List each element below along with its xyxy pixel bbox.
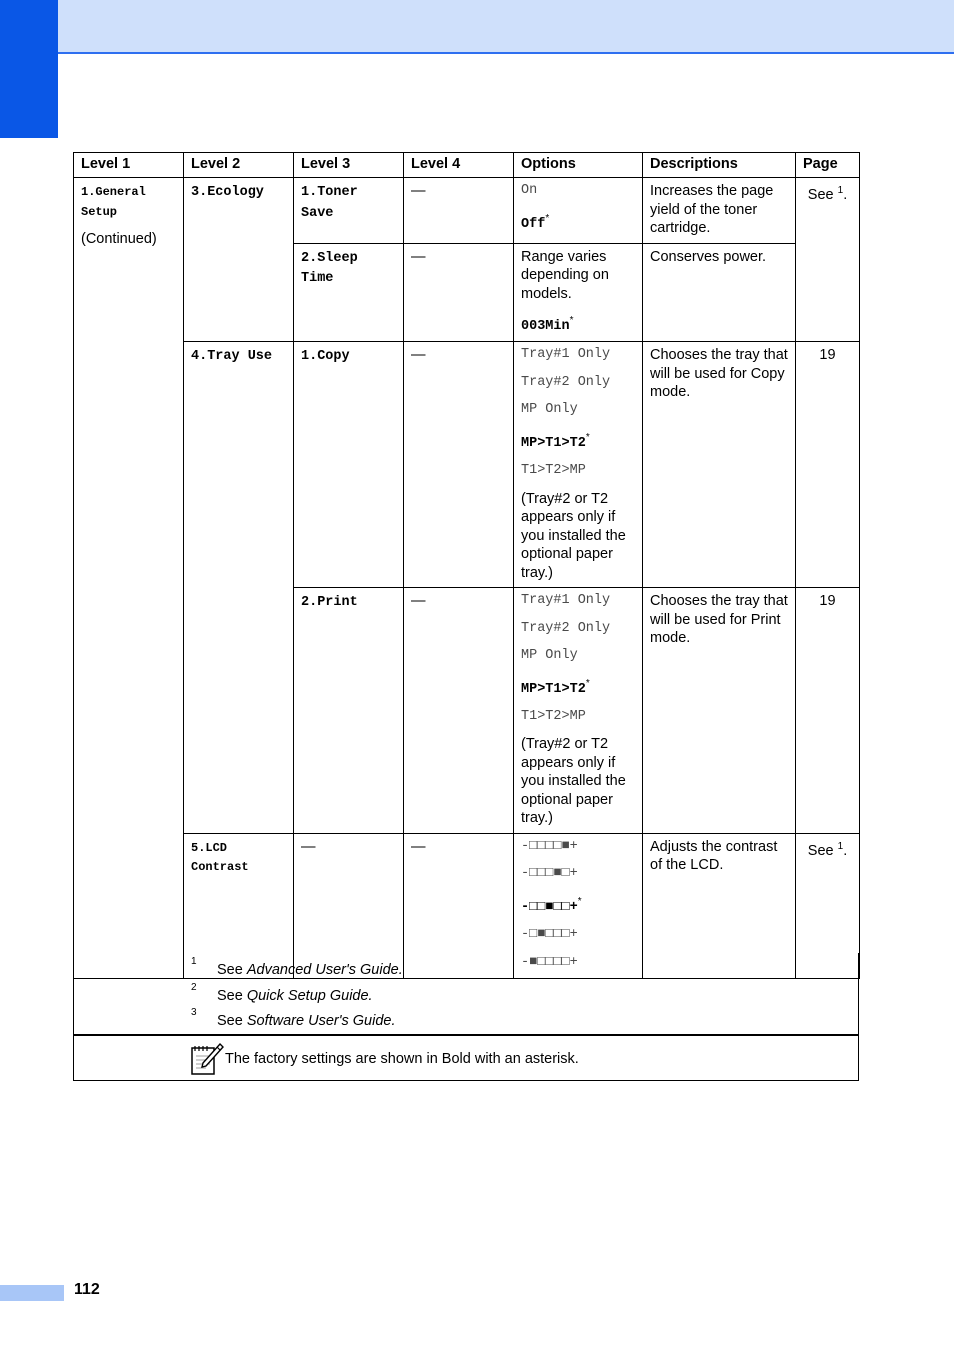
note-text: The factory settings are shown in Bold with an asterisk.	[225, 1051, 579, 1067]
page-toner-save: See $^1$.	[796, 178, 860, 342]
page-print: 19	[796, 588, 860, 834]
options-copy	[514, 342, 643, 588]
level4-lcd-contrast: —	[404, 833, 514, 978]
header-options: Options	[514, 153, 643, 178]
page-number: 112	[74, 1281, 100, 1298]
header-band	[58, 0, 954, 54]
footnote-ref[interactable]: 1	[837, 185, 844, 196]
level2-tray-use: 4.Tray Use	[184, 342, 294, 834]
option-mp-t1-t2-default: MP>T1>T2*	[521, 677, 590, 697]
note-pencil-icon	[190, 1042, 224, 1076]
option-t1-t2-mp: T1>T2>MP	[521, 708, 586, 724]
note-box	[73, 1035, 859, 1081]
option-tray2-only: Tray#2 Only	[521, 620, 611, 636]
header-level2: Level 2	[184, 153, 294, 178]
settings-table	[73, 152, 860, 979]
header-level1: Level 1	[74, 153, 184, 178]
options-toner-save	[514, 178, 643, 244]
level1-name: 1.General Setup	[81, 185, 146, 219]
level4-copy: —	[404, 342, 514, 588]
option-contrast-2: -□□□■□+	[521, 866, 578, 882]
option-on: On	[521, 183, 538, 198]
option-t1-t2-mp: T1>T2>MP	[521, 463, 586, 479]
option-contrast-1: -□□□□■+	[521, 838, 578, 854]
level3-lcd-contrast: —	[294, 833, 404, 978]
table-row	[74, 178, 860, 244]
level4-sleep-time: —	[404, 243, 514, 342]
description-lcd-contrast: Adjusts the contrast of the LCD.	[643, 833, 796, 978]
description-toner-save: Increases the page yield of the toner cartridge.	[643, 178, 796, 244]
page-tab	[0, 1285, 64, 1301]
level3-toner-save: 1.Toner Save	[294, 178, 404, 244]
page-lcd-contrast: See $^1$.	[796, 833, 860, 978]
option-tray1-only: Tray#1 Only	[521, 593, 611, 609]
header-descriptions: Descriptions	[643, 153, 796, 178]
level3-sleep-time: 2.Sleep Time	[294, 243, 404, 342]
tray-note: (Tray#2 or T2 appears only if you installed the optional paper tray.)	[521, 736, 626, 827]
option-mp-t1-t2-default: MP>T1>T2*	[521, 431, 590, 451]
description-copy: Chooses the tray that will be used for Copy mode.	[643, 342, 796, 588]
level3-print: 2.Print	[294, 588, 404, 834]
level3-copy: 1.Copy	[294, 342, 404, 588]
table-header-row	[74, 153, 860, 178]
option-contrast-default: -□□■□□+*	[521, 895, 582, 915]
level1-continued: (Continued)	[81, 231, 157, 247]
option-contrast-5: -■□□□□+	[521, 954, 578, 970]
option-mp-only: MP Only	[521, 402, 578, 418]
table-row	[74, 342, 860, 588]
options-print	[514, 588, 643, 834]
option-off-default: Off*	[521, 212, 550, 232]
header-level4: Level 4	[404, 153, 514, 178]
options-sleep-time	[514, 243, 643, 342]
header-page: Page	[796, 153, 860, 178]
tray-note: (Tray#2 or T2 appears only if you installed the optional paper tray.)	[521, 490, 626, 581]
option-tray1-only: Tray#1 Only	[521, 347, 611, 363]
footnote-ref[interactable]: 1	[837, 840, 844, 852]
header-level3: Level 3	[294, 153, 404, 178]
level4-print: —	[404, 588, 514, 834]
level2-ecology: 3.Ecology	[184, 178, 294, 342]
footnotes-box: 1 See Advanced User's Guide. 2 See Quick Setup Guide. 3 See Software User's Guide.	[73, 953, 859, 1035]
page-copy: 19	[796, 342, 860, 588]
level1-cell	[74, 178, 184, 979]
sleep-time-note: Range varies depending on models.	[521, 248, 609, 302]
option-mp-only: MP Only	[521, 648, 578, 664]
chapter-tab	[0, 0, 58, 138]
option-contrast-4: -□■□□□+	[521, 927, 578, 943]
description-sleep-time: Conserves power.	[643, 243, 796, 342]
level2-lcd-contrast: 5.LCD Contrast	[184, 833, 294, 978]
option-003min-default: 003Min*	[521, 315, 574, 334]
level4-toner-save: —	[404, 178, 514, 244]
option-tray2-only: Tray#2 Only	[521, 374, 611, 390]
description-print: Chooses the tray that will be used for Print mode.	[643, 588, 796, 834]
